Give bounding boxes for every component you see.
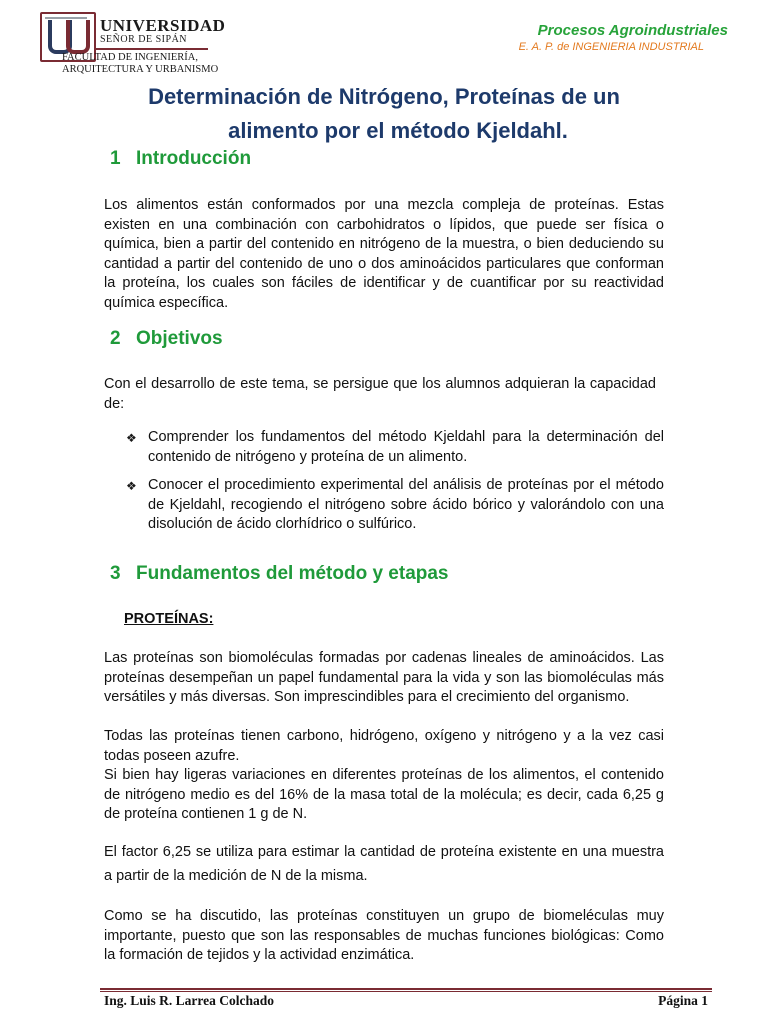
footer-rule-thin [100, 991, 712, 992]
factor-paragraph: El factor 6,25 se utiliza para estimar la cantidad de proteína existente en una muestra a partir de la medición de N de la misma. [104, 844, 664, 884]
course-name: Procesos Agroindustriales [537, 22, 728, 39]
university-name: UNIVERSIDAD [100, 16, 226, 35]
university-logo [40, 10, 226, 75]
intro-paragraph: Los alimentos están conformados por una mezcla compleja de proteínas. Estas existen en una combinación con carbohidratos o lípidos, que puede ser física o química, bien a partir del contenido en nitrógeno de la muestra, o bien deduciendo su cantidad a partir del contenido de uno o dos aminoácidos particulares que conforman la proteína, los cuales son fáciles de identificar y de cuantificar por su reactividad química específica. [104, 197, 664, 311]
logo-divider [96, 48, 208, 50]
section-number: 1 [110, 148, 121, 169]
section-heading-introduccion [110, 148, 251, 170]
section-heading-fundamentos [110, 563, 449, 585]
objectives-intro: Con el desarrollo de este tema, se persigue que los alumnos adquieran la capacidad de: [104, 376, 656, 412]
objective-item [128, 428, 664, 467]
proteins-paragraph-3: Si bien hay ligeras variaciones en diferentes proteínas de los alimentos, el contenido de nitrógeno medio es del 16% de la masa total de la molécula; es decir, cada 6,25 g de proteína contienen 1 g de N. [104, 767, 664, 822]
section-title: Introducción [136, 148, 252, 169]
section-title: Objetivos [136, 328, 223, 349]
objective-text: Conocer el procedimiento experimental del análisis de proteínas por el método de Kjeldahl, recogiendo el nitrógeno sobre ácido bórico y valorándolo con una disolución de ácido clorhídrico o sulfúrico. [148, 477, 664, 532]
section-number: 2 [110, 328, 121, 349]
objective-text: Comprender los fundamentos del método Kjeldahl para la determinación del contenido de nitrógeno y proteína de un alimento. [148, 429, 664, 465]
diamond-bullet-icon: ❖ [126, 479, 137, 493]
footer-rule [100, 988, 712, 990]
faculty-line-1: FACULTAD DE INGENIERÍA, [62, 52, 198, 63]
proteins-paragraph-2: Todas las proteínas tienen carbono, hidrógeno, oxígeno y nitrógeno y a la vez casi todas poseen azufre. [104, 728, 664, 764]
diamond-bullet-icon: ❖ [126, 431, 137, 445]
proteins-label: PROTEÍNAS: [124, 611, 214, 627]
footer-author: Ing. Luis R. Larrea Colchado [104, 993, 275, 1008]
footer-page-number: Página 1 [658, 993, 708, 1008]
section-title: Fundamentos del método y etapas [136, 563, 449, 584]
document-title-line-1: Determinación de Nitrógeno, Proteínas de un [148, 84, 620, 109]
school-name: E. A. P. de INGENIERIA INDUSTRIAL [518, 41, 704, 53]
proteins-paragraph-1: Las proteínas son biomoléculas formadas por cadenas lineales de aminoácidos. Las proteínas desempeñan un papel fundamental para la vida y son las biomoléculas más versátiles y más diversas. Son imprescindibles para el crecimiento del organismo. [104, 650, 664, 705]
objective-item [128, 476, 664, 535]
section-heading-objetivos [110, 328, 223, 350]
faculty-line-2: ARQUITECTURA Y URBANISMO [62, 64, 219, 75]
closing-paragraph: Como se ha discutido, las proteínas constituyen un grupo de biomeléculas muy importante, puesto que son las responsables de muchas funciones biológicas: Como la formación de tejidos y la actividad enzimática. [104, 908, 664, 963]
section-number: 3 [110, 563, 121, 584]
university-subname: SEÑOR DE SIPÁN [100, 34, 188, 45]
document-title-line-2: alimento por el método Kjeldahl. [228, 118, 568, 143]
